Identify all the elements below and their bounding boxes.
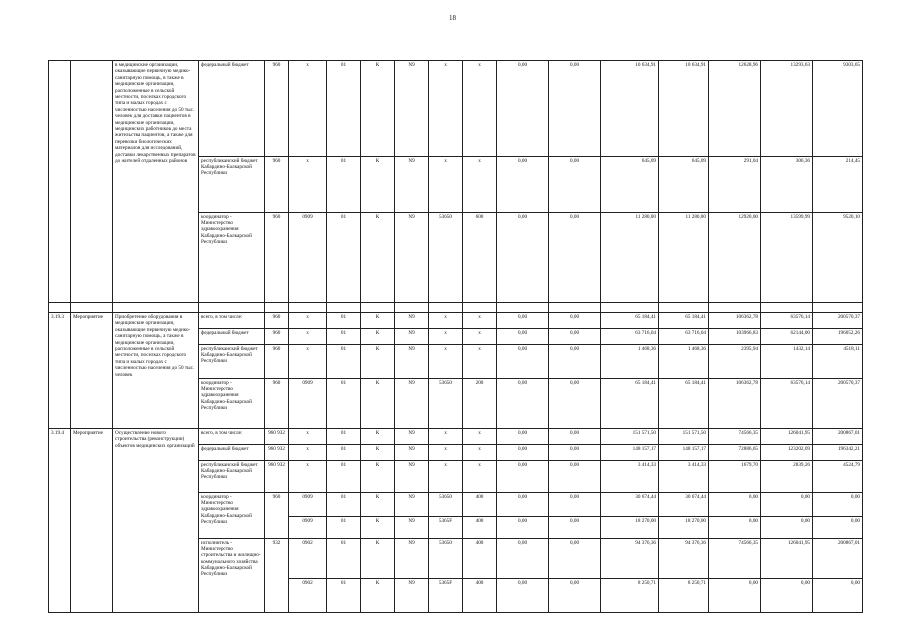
rz-pr-code: 0909 — [289, 517, 327, 539]
value-cell: 126041,95 — [761, 429, 813, 445]
ne-code: N9 — [395, 461, 429, 493]
ne-code: N9 — [395, 429, 429, 445]
value-cell: 200570,37 — [813, 313, 863, 329]
value-cell: 18 270,00 — [601, 517, 659, 539]
funding-source: координатор - Министерство здравоохранения Кабардино-Балкарской Республики — [199, 493, 265, 539]
vr-code: 400 — [463, 517, 497, 539]
value-cell: 0,00 — [497, 313, 549, 329]
value-cell: 13599,99 — [761, 213, 813, 303]
cs-code: 53650 — [429, 493, 463, 517]
value-cell: 0,00 — [497, 61, 549, 157]
value-cell: 30 674,44 — [659, 493, 709, 517]
budget-table — [48, 60, 863, 613]
item-kind — [71, 61, 113, 303]
grbs-code: 960 — [265, 61, 289, 157]
ne-code: N9 — [395, 61, 429, 157]
value-cell: 0,00 — [709, 579, 761, 613]
value-cell: 65 184,41 — [601, 313, 659, 329]
value-cell: 0,00 — [497, 493, 549, 517]
value-cell: 0,00 — [549, 429, 601, 445]
value-cell: 0,00 — [549, 345, 601, 379]
vr-code: х — [463, 345, 497, 379]
value-cell: 2839,26 — [761, 461, 813, 493]
value-cell: 148 157,17 — [601, 445, 659, 461]
value-cell: 94 376,36 — [601, 539, 659, 579]
value-cell: 1432,14 — [761, 345, 813, 379]
gp-code: 01 — [327, 539, 361, 579]
value-cell: 0,00 — [813, 493, 863, 517]
value-cell: 12628,96 — [709, 61, 761, 157]
value-cell: 0,00 — [549, 539, 601, 579]
ne-code: N9 — [395, 157, 429, 213]
gp-code: 01 — [327, 157, 361, 213]
value-cell: 10 634,91 — [659, 61, 709, 157]
funding-source: федеральный бюджет — [199, 61, 265, 157]
value-cell: 0,00 — [497, 329, 549, 345]
funding-source: федеральный бюджет — [199, 445, 265, 461]
pgp-code: К — [361, 345, 395, 379]
value-cell: 0,00 — [497, 379, 549, 429]
ne-code: N9 — [395, 345, 429, 379]
value-cell: 0,00 — [813, 579, 863, 613]
gp-code: 01 — [327, 61, 361, 157]
rz-pr-code: х — [289, 345, 327, 379]
value-cell: 94 376,36 — [659, 539, 709, 579]
rz-pr-code: х — [289, 429, 327, 445]
gp-code: 01 — [327, 461, 361, 493]
grbs-code: 960 — [265, 213, 289, 303]
ne-code: N9 — [395, 445, 429, 461]
rz-pr-code: 0902 — [289, 539, 327, 579]
value-cell: 62144,00 — [761, 329, 813, 345]
value-cell: 0,00 — [761, 517, 813, 539]
value-cell: 126041,95 — [761, 539, 813, 579]
value-cell: 0,00 — [549, 461, 601, 493]
value-cell: 63576,14 — [761, 379, 813, 429]
value-cell: 200867,01 — [813, 539, 863, 579]
item-kind: Мероприятие — [71, 313, 113, 429]
pgp-code: К — [361, 579, 395, 613]
value-cell: 0,00 — [709, 493, 761, 517]
ne-code: N9 — [395, 579, 429, 613]
rz-pr-code: х — [289, 445, 327, 461]
gp-code: 01 — [327, 345, 361, 379]
pgp-code: К — [361, 493, 395, 517]
page-number: 18 — [449, 14, 456, 22]
ne-code: N9 — [395, 493, 429, 517]
value-cell: 74566,35 — [709, 539, 761, 579]
value-cell: 0,00 — [549, 379, 601, 429]
item-description: Приобретение оборудования в медицинские организации, оказывающие первичную медико-санитарную помощь, а также в медицинские организации, расположенные в сельской местности, поселках городского типа и малых городах с численностью населения до 50 тыс. человек — [113, 313, 199, 429]
value-cell: 13293,63 — [761, 61, 813, 157]
vr-code: 400 — [463, 493, 497, 517]
vr-code: х — [463, 445, 497, 461]
value-cell: 0,00 — [549, 61, 601, 157]
table-row — [49, 429, 863, 445]
value-cell: 30 674,44 — [601, 493, 659, 517]
rz-pr-code: х — [289, 461, 327, 493]
pgp-code: К — [361, 329, 395, 345]
value-cell: 0,00 — [549, 517, 601, 539]
value-cell: 0,00 — [761, 579, 813, 613]
grbs-code: 960 — [265, 493, 289, 539]
value-cell: 72886,65 — [709, 445, 761, 461]
ne-code: N9 — [395, 517, 429, 539]
cs-code: х — [429, 345, 463, 379]
cs-code: 53650 — [429, 213, 463, 303]
vr-code: 200 — [463, 379, 497, 429]
gp-code: 01 — [327, 445, 361, 461]
gp-code: 01 — [327, 329, 361, 345]
value-cell: 63 716,04 — [659, 329, 709, 345]
vr-code: х — [463, 429, 497, 445]
item-number: 3.19.4 — [49, 429, 71, 613]
value-cell: 106362,78 — [709, 379, 761, 429]
gp-code: 01 — [327, 379, 361, 429]
value-cell: 0,00 — [813, 517, 863, 539]
item-kind: Мероприятие — [71, 429, 113, 613]
grbs-code: 960 — [265, 157, 289, 213]
value-cell: 0,00 — [549, 493, 601, 517]
rz-pr-code: 0909 — [289, 493, 327, 517]
value-cell: 74566,35 — [709, 429, 761, 445]
value-cell: 65 184,41 — [659, 379, 709, 429]
value-cell: 0,00 — [497, 579, 549, 613]
funding-source: республиканский бюджет Кабардино-Балкарской Республики — [199, 157, 265, 213]
rz-pr-code: х — [289, 61, 327, 157]
gp-code: 01 — [327, 579, 361, 613]
cs-code: 5365F — [429, 579, 463, 613]
value-cell: 0,00 — [549, 579, 601, 613]
value-cell: 4518,11 — [813, 345, 863, 379]
budget-table-wrapper — [48, 60, 863, 613]
item-number — [49, 61, 71, 303]
value-cell: 0,00 — [549, 157, 601, 213]
value-cell: 3 414,33 — [601, 461, 659, 493]
value-cell: 11 280,00 — [601, 213, 659, 303]
grbs-code: 960 — [265, 345, 289, 379]
pgp-code: К — [361, 313, 395, 329]
cs-code: х — [429, 429, 463, 445]
gp-code: 01 — [327, 429, 361, 445]
value-cell: 151 571,50 — [659, 429, 709, 445]
rz-pr-code: 0909 — [289, 379, 327, 429]
vr-code: 400 — [463, 579, 497, 613]
funding-source: всего, в том числе: — [199, 429, 265, 445]
value-cell: 0,00 — [497, 429, 549, 445]
rz-pr-code: х — [289, 157, 327, 213]
value-cell: 18 270,00 — [659, 517, 709, 539]
table-row — [49, 61, 863, 157]
cs-code: х — [429, 445, 463, 461]
rz-pr-code: х — [289, 313, 327, 329]
value-cell: 291,04 — [709, 157, 761, 213]
cs-code: х — [429, 461, 463, 493]
grbs-code: 960 — [265, 379, 289, 429]
value-cell: 0,00 — [709, 517, 761, 539]
value-cell: 0,00 — [549, 329, 601, 345]
value-cell: 0,00 — [497, 157, 549, 213]
value-cell: 0,00 — [497, 345, 549, 379]
value-cell: 9303,65 — [813, 61, 863, 157]
value-cell: 200867,01 — [813, 429, 863, 445]
value-cell: 8 250,71 — [659, 579, 709, 613]
pgp-code: К — [361, 429, 395, 445]
cs-code: х — [429, 157, 463, 213]
rz-pr-code: х — [289, 329, 327, 345]
rz-pr-code: 0909 — [289, 213, 327, 303]
value-cell: 0,00 — [761, 493, 813, 517]
grbs-code: 960 932 — [265, 445, 289, 461]
value-cell: 0,00 — [497, 539, 549, 579]
value-cell: 65 184,41 — [659, 313, 709, 329]
funding-source: республиканский бюджет Кабардино-Балкарской Республики — [199, 345, 265, 379]
vr-code: х — [463, 157, 497, 213]
value-cell: 0,00 — [549, 445, 601, 461]
value-cell: 0,00 — [549, 213, 601, 303]
pgp-code: К — [361, 61, 395, 157]
value-cell: 10 634,91 — [601, 61, 659, 157]
pgp-code: К — [361, 517, 395, 539]
vr-code: 400 — [463, 539, 497, 579]
value-cell: 103966,83 — [709, 329, 761, 345]
cs-code: 5365F — [429, 517, 463, 539]
value-cell: 3 414,33 — [659, 461, 709, 493]
value-cell: 63576,14 — [761, 313, 813, 329]
funding-source: федеральный бюджет — [199, 329, 265, 345]
value-cell: 0,00 — [497, 461, 549, 493]
value-cell: 214,45 — [813, 157, 863, 213]
value-cell: 106362,78 — [709, 313, 761, 329]
pgp-code: К — [361, 445, 395, 461]
rz-pr-code: 0902 — [289, 579, 327, 613]
vr-code: 600 — [463, 213, 497, 303]
value-cell: 0,00 — [549, 313, 601, 329]
grbs-code: 960 — [265, 313, 289, 329]
funding-source: республиканский бюджет Кабардино-Балкарской Республики — [199, 461, 265, 493]
item-number: 3.19.3 — [49, 313, 71, 429]
gp-code: 01 — [327, 313, 361, 329]
value-cell: 1679,70 — [709, 461, 761, 493]
cs-code: х — [429, 329, 463, 345]
vr-code: х — [463, 313, 497, 329]
value-cell: 0,00 — [497, 517, 549, 539]
item-description: Осуществление нового строительства (реконструкции) объектов медицинских организаций — [113, 429, 199, 613]
value-cell: 65 184,41 — [601, 379, 659, 429]
cs-code: 53650 — [429, 539, 463, 579]
value-cell: 196342,21 — [813, 445, 863, 461]
table-spacer-row — [49, 303, 863, 313]
value-cell: 0,00 — [497, 445, 549, 461]
item-description: в медицинские организации, оказывающие первичную медико-санитарную помощь, в также в медицинские организации, расположенные в сельской местности, поселках городского типа и малых городах с численностью населения до 50 тыс. человек для доставки пациентов в медицинские организации, медицинских работников до места жительства пациентов, а также для перевозки биологических материалов для исследований, доставки лекарственных препаратов до жителей отдаленных районов — [113, 61, 199, 303]
pgp-code: К — [361, 157, 395, 213]
value-cell: 63 716,04 — [601, 329, 659, 345]
cs-code: х — [429, 61, 463, 157]
grbs-code: 932 — [265, 539, 289, 613]
ne-code: N9 — [395, 539, 429, 579]
gp-code: 01 — [327, 493, 361, 517]
funding-source: всего, в том числе: — [199, 313, 265, 329]
value-cell: 11 280,00 — [659, 213, 709, 303]
vr-code: х — [463, 61, 497, 157]
value-cell: 200570,37 — [813, 379, 863, 429]
value-cell: 306,36 — [761, 157, 813, 213]
ne-code: N9 — [395, 329, 429, 345]
value-cell: 151 571,50 — [601, 429, 659, 445]
ne-code: N9 — [395, 379, 429, 429]
vr-code: х — [463, 461, 497, 493]
pgp-code: К — [361, 461, 395, 493]
cs-code: х — [429, 313, 463, 329]
funding-source: координатор - Министерство здравоохранения Кабардино-Балкарской Республики — [199, 379, 265, 429]
value-cell: 2395,94 — [709, 345, 761, 379]
grbs-code: 960 932 — [265, 461, 289, 493]
funding-source: координатор - Министерство здравоохранения Кабардино-Балкарской Республики — [199, 213, 265, 303]
ne-code: N9 — [395, 213, 429, 303]
value-cell: 148 157,17 — [659, 445, 709, 461]
gp-code: 01 — [327, 213, 361, 303]
pgp-code: К — [361, 379, 395, 429]
value-cell: 8 250,71 — [601, 579, 659, 613]
funding-source: исполнитель - Министерство строительства и жилищно-коммунального хозяйства Кабардино-Балкарской Республики — [199, 539, 265, 613]
vr-code: х — [463, 329, 497, 345]
table-row — [49, 313, 863, 329]
value-cell: 12920,00 — [709, 213, 761, 303]
value-cell: 9520,10 — [813, 213, 863, 303]
value-cell: 1 468,36 — [659, 345, 709, 379]
value-cell: 645,09 — [601, 157, 659, 213]
value-cell: 4524,79 — [813, 461, 863, 493]
pgp-code: К — [361, 213, 395, 303]
grbs-code: 960 — [265, 329, 289, 345]
cs-code: 53650 — [429, 379, 463, 429]
grbs-code: 960 932 — [265, 429, 289, 445]
value-cell: 196052,26 — [813, 329, 863, 345]
pgp-code: К — [361, 539, 395, 579]
value-cell: 0,00 — [497, 213, 549, 303]
value-cell: 645,09 — [659, 157, 709, 213]
value-cell: 123202,69 — [761, 445, 813, 461]
value-cell: 1 468,36 — [601, 345, 659, 379]
gp-code: 01 — [327, 517, 361, 539]
ne-code: N9 — [395, 313, 429, 329]
